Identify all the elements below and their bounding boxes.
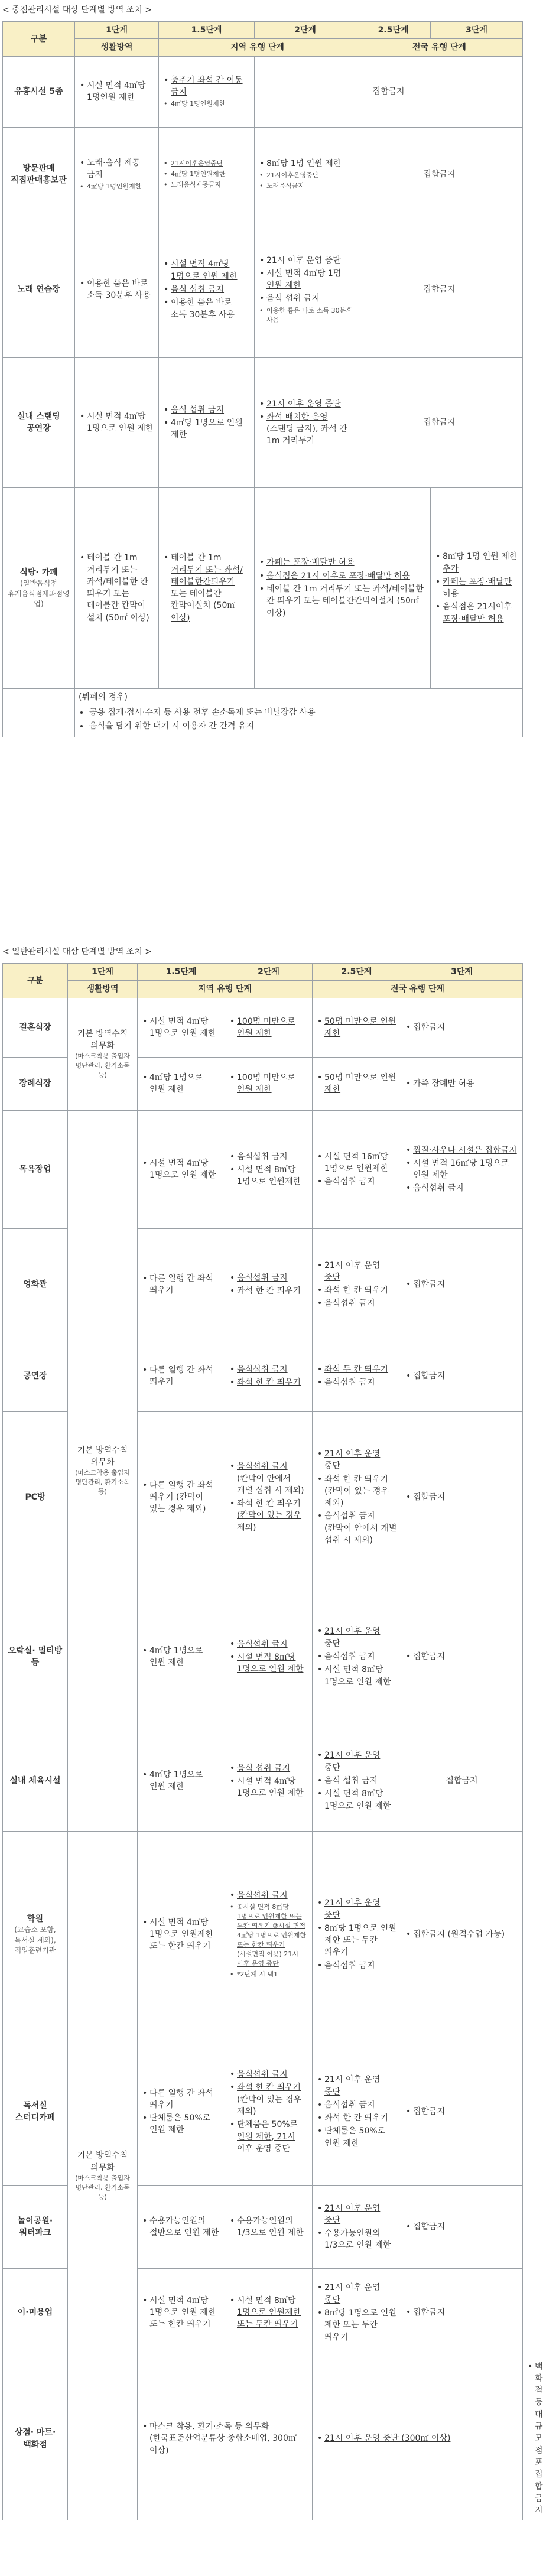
group-living: 생활방역 — [68, 981, 138, 998]
basic-rule-text: 기본 방역수칙 의무화 — [77, 1445, 128, 1468]
cell-text: • 음식섭취 금지 — [324, 2099, 397, 2111]
group-living: 생활방역 — [75, 39, 159, 56]
cell-text: • 집합금지 — [413, 1022, 519, 1033]
row-name: 놀이공원· 워터파크 — [3, 2185, 68, 2268]
cell-text: • 시설 면적 4㎡당 1명으로 인원 제한 — [149, 1016, 221, 1040]
section2-table: 구분 1단계 1.5단계 2단계 2.5단계 3단계 생활방역 지역 유행 단계 전국 유행 단계 결혼식장 기본 방역수칙 의무화 (마스크착용 출입자 명단관리, 환기소독 등) • 시설 면적 4㎡당 1명으로 인원 제한 • 100명 미만으로 인원 제한 • 50명 미만으로 인원 제한 • 집합금지 장례식장 • 4㎡당 1명으로 인원 제한 • 100명 미만으로 인원 제한 • 50명 미만으로 인원 제한 • 가족 장례만 허용 목욕장업 기본 방역수칙 의무화 (마스크착용 출입자 명단관리, 환기소독 등) • 시설 면적 4㎡당 1명으로 인원 제한 • 음식섭취 금지 • 시설 면적 8㎡당 1명으로 인원제한 • 시설 면적 16㎡당 1명으로 인원제한 • 음식섭취 금지 • 찜질·사우나 시설은 집합금지 • 시설 면적 16㎡당 1명으로 인원 제한 • 음식섭취 금지 영화관 • 다른 일행 간 좌석 띄우기 • 음식섭취 금지 • 좌석 한 칸 띄우기 • 21시 이후 운영 중단 • 좌석 한 칸 띄우기 • 음식섭취 금지 • 집합금지 공연장 • 다른 일행 간 좌석 띄우기 • 음식섭취 금지 • 좌석 한 칸 띄우기 • 좌석 두 칸 띄우기 • 음식섭취 금지 • 집합금지 PC방 • 다른 일행 간 좌석 띄우기 (칸막이 있는 경우 제외) • 음식섭취 금지 (칸막이 안에서 개별 섭취 시 제외) • 좌석 한 칸 띄우기 (칸막이 있는 경우 제외) • 21시 이후 운영 중단 • 좌석 한 칸 띄우기 (칸막이 있는 경우 제외) • 음식섭취 금지 (칸막이 안에서 개별 섭취 시 제외) • 집합금지 오락실· 멀티방 등 • 4㎡당 1명으로 인원 제한 • 음식섭취 금지 • 시설 면적 8㎡당 1명으로 인원 제한 • 21시 이후 운영 중단 • 음식섭취 금지 • 시설 면적 8㎡당 1명으로 인원 제한 • 집합금지 실내 체육시설 • 4㎡당 1명으로 인원 제한 • 음식 섭취 금지 • 시설 면적 4㎡당 1명으로 인원 제한 • 21시 이후 운영 중단 • 음식 섭취 금지 • 시설 면적 8㎡당 1명으로 인원 제한 집합금지 학원 (교습소 포함, 독서실 제외), 직업훈련기관 기본 방역수칙 의무화 (마스크착용 출입자 명단관리, 환기소독 등) • 시설 면적 4㎡당 1명으로 인원제한 또는 한칸 띄우기 • 음식섭취 금지 • ①시설 면적 8㎡당 1명으로 인원제한 또는 두칸 띄우기 ②시설 면적 4㎡당 1명으로 인원제한 또는 한칸 띄우기 (시설면적 이용) 21시 이후 운영 중단 • *2단계 시 택1 • 21시 이후 운영 중단 • 8㎡당 1명으로 인원 제한 또는 두칸 띄우기 • 음식섭취 금지 • 집합금지 (원격수업 가능) 독서실 스터디카페 • 다른 일행 간 좌석 띄우기 • 단체룸은 50%로 인원 제한 • 음식섭취 금지 • 좌석 한 칸 띄우기 (칸막이 있는 경우 제외) • 단체룸은 50%로 인원 제한, 21시 이후 운영 중단 • 21시 이후 운영 중단 • 음식섭취 금지 • 좌석 한 칸 띄우기 • 단체룸은 50%로 인원 제한 • 집합금지 놀이공원· 워터파크 • 수용가능인원의 절반으로 인원 제한 • 수용가능인원의 1/3으로 인원 제한 • 21시 이후 운영 중단 • 수용가능인원의 1/3으로 인원 제한 • 집합금지 이·미용업 • 시설 면적 4㎡당 1명으로 인원 제한 또는 한칸 띄우기 • 시설 면적 8㎡당 1명으로 인원제한 또는 두칸 띄우기 • 21시 이후 운영 중단 • 8㎡당 1명으로 인원 제한 또는 두칸 띄우기 • 집합금지 상점· 마트·백화점 • 마스크 착용, 환기·소독 등 의무화 (한국표준산업분류상 종합소매업, 300㎡ 이상) • 21시 이후 운영 중단 (300㎡ 이상) 백화점 등 대규모점포 집합금지 — [2, 963, 523, 2520]
cell-text: • 4㎡당 1명으로 인원 제한 — [149, 1072, 221, 1096]
basic-rule — [68, 1831, 138, 2520]
stage-1-5: 1.5단계 — [138, 964, 225, 981]
cell-text: 집합금지 — [255, 56, 523, 127]
row-name: 노래 연습장 — [3, 222, 75, 357]
cell-text: • 21시 이후 운영 중단 — [324, 1897, 397, 1921]
cell-text: • 시설 면적 8㎡당 1명으로 인원 제한 — [324, 1788, 397, 1812]
row-name: 유흥시설 5종 — [3, 56, 75, 127]
cell-text: • 집합금지 — [413, 1279, 519, 1290]
cell-text: • 단체룸은 50%로 인원 제한, 21시 이후 운영 중단 — [237, 2119, 308, 2155]
cell-text: • 시설 면적 8㎡당 1명으로 인원제한 또는 두칸 띄우기 — [237, 2295, 308, 2331]
cell-text: • 테이블 간 1m 거리두기 또는 좌석/테이블한칸띄우기 또는 테이블간 칸막이설치 (50㎡ 이상) — [171, 552, 251, 624]
cell-text: • 좌석 한 칸 띄우기 — [237, 1285, 308, 1297]
cell-text: • 집합금지 — [413, 2221, 519, 2233]
cell-text: • 음식 섭취 금지 — [171, 284, 251, 295]
cell-text: • 좌석 한 칸 띄우기 — [237, 1377, 308, 1388]
cell-text: • 21시 이후 운영 중단 — [266, 255, 352, 266]
cell-text: • 다른 일행 간 좌석 띄우기 (칸막이 있는 경우 제외) — [149, 1479, 221, 1515]
cell-text: • 좌석 한 칸 띄우기 (칸막이 있는 경우 제외) — [324, 1474, 397, 1510]
cell-text: • 이용한 룸은 바로 소독 30분후 사용 — [87, 278, 155, 302]
row-name — [3, 1831, 68, 2038]
basic-rule-text: 기본 방역수칙 의무화 — [77, 1029, 128, 1051]
cell-text: • 음식섭취 금지 — [237, 2068, 308, 2080]
cell-text: • 시설 면적 8㎡당 1명으로 인원 제한 — [324, 1664, 397, 1688]
group-national: 전국 유행 단계 — [313, 981, 523, 998]
row-name-sub: (교습소 포함, 독서실 제외), 직업훈련기관 — [14, 1926, 56, 1954]
cell-text: • 좌석 두 칸 띄우기 — [324, 1364, 397, 1375]
cell-text: • 수용가능인원의 1/3으로 인원 제한 — [324, 2227, 397, 2252]
section1-title: < 중점관리시설 대상 단계별 방역 조치 > — [2, 5, 152, 15]
cell-text: • 좌석 한 칸 띄우기 — [324, 1284, 397, 1296]
cell-text: • 음식점은 21시이후 포장·배달만 허용 — [443, 601, 519, 625]
cell-text: • 시설 면적 16㎡당 1명으로 인원제한 — [324, 1151, 397, 1175]
cell-text: • 시설 면적 4㎡당 1명으로 인원 제한 — [237, 1775, 308, 1800]
cell-text: • 좌석 한 칸 띄우기 — [324, 2112, 397, 2124]
cell-text: • 음식점은 21시 이후로 포장·배달만 허용 — [266, 570, 427, 582]
cell-text: • 집합금지 — [413, 2307, 519, 2318]
cell-text: • 가족 장례만 허용 — [413, 1078, 519, 1089]
cell-text: • 음식 섭취 금지 — [171, 404, 251, 416]
row-name: 독서실 스터디카페 — [3, 2038, 68, 2185]
cell-text: • 음식섭취 금지 — [324, 1176, 397, 1188]
cell-text: • 집합금지 — [413, 1651, 519, 1663]
cell-text: • 시설 면적 4㎡당 1명으로 인원 제한 — [87, 411, 155, 435]
cell-text: • 음식섭취 금지 — [324, 1377, 397, 1388]
group-regional: 지역 유행 단계 — [159, 39, 356, 56]
row-name: 목욕장업 — [3, 1110, 68, 1228]
cell-text: • 50명 미만으로 인원 제한 — [324, 1016, 397, 1040]
cell-text: • ①시설 면적 8㎡당 1명으로 인원제한 또는 두칸 띄우기 ②시설 면적 4㎡당 1명으로 인원제한 또는 한칸 띄우기 (시설면적 이용) 21시 이후 운영 중단 — [237, 1902, 308, 1969]
cell-text: • 21시 이후 운영 중단 — [324, 1260, 397, 1284]
cell-text: 집합금지 — [401, 1731, 523, 1831]
group-national: 전국 유행 단계 — [356, 39, 523, 56]
cell-text: 집합금지 — [356, 222, 523, 357]
cell-text: • 4㎡당 1명으로 인원 제한 — [149, 1645, 221, 1669]
stage-1: 1단계 — [75, 22, 159, 39]
cell-text: • 시설 면적 4㎡당 1명으로 인원 제한 — [171, 258, 251, 282]
cell-text: • 음식섭취 금지 (칸막이 안에서 개별 섭취 시 제외) — [237, 1461, 308, 1497]
cell-text: • 8㎡당 1명 인원 제한 — [266, 158, 352, 170]
cell-text: • 시설 면적 8㎡당 1명으로 인원 제한 — [237, 1651, 308, 1676]
note-item: • 음식을 담기 위한 대기 시 이용자 간 간격 유지 — [89, 720, 519, 732]
stage-3: 3단계 — [401, 964, 523, 981]
cell-text: • 음식 섭취 금지 — [266, 292, 352, 304]
cell-text: • 8㎡당 1명 인원 제한 추가 — [443, 551, 519, 575]
row-name: 장례식장 — [3, 1057, 68, 1110]
cell-text: • 시설 면적 4㎡당 1명으로 인원 제한 또는 한칸 띄우기 — [149, 2295, 221, 2331]
cell-text: • 다른 일행 간 좌석 띄우기 — [149, 1273, 221, 1297]
cell-text: • 테이블 간 1m 거리두기 또는 좌석/테이블한 칸 띄우기 또는 테이블간칸막이설치 (50㎡ 이상) — [266, 583, 427, 619]
cell-text: • 4㎡당 1명인원제한 — [171, 170, 251, 179]
cell-text: • 음식섭취 금지 — [237, 1272, 308, 1284]
cell-text: • 음식섭취 금지 — [324, 1651, 397, 1663]
stage-2: 2단계 — [255, 22, 356, 39]
cell-text: • 음식섭취 금지 — [237, 1151, 308, 1163]
row-name: PC방 — [3, 1411, 68, 1583]
cell-text: • 21시 이후 운영 중단 — [324, 1749, 397, 1774]
cell-text: • 음식섭취 금지 (칸막이 안에서 개별 섭취 시 제외) — [324, 1510, 397, 1546]
cell-text: • 다른 일행 간 좌석 띄우기 — [149, 1364, 221, 1388]
basic-rule-sub: (마스크착용 출입자 명단관리, 환기소독 등) — [75, 2174, 130, 2201]
cell-text: • 시설 면적 16㎡당 1명으로 인원 제한 — [413, 1157, 519, 1182]
cell-text: • 21시이후운영중단 — [171, 159, 251, 168]
cell-text: • 시설 면적 4㎡당 1명으로 인원제한 또는 한칸 띄우기 — [149, 1917, 221, 1953]
cell-text: • 8㎡당 1명으로 인원 제한 또는 두칸 띄우기 — [324, 2307, 397, 2343]
row-name-sub: (일반음식점 휴게음식점제과점영업) — [8, 579, 70, 608]
cell-text: • 좌석 한 칸 띄우기 (칸막이 있는 경우 제외) — [237, 1498, 308, 1534]
basic-rule-sub: (마스크착용 출입자 명단관리, 환기소독 등) — [75, 1052, 130, 1079]
section1-table — [2, 21, 523, 737]
cell-text: • 21시 이후 운영 중단 — [324, 2203, 397, 2227]
cell-text: • 집합금지 — [413, 1370, 519, 1382]
cell-text: • 좌석 한 칸 띄우기 (칸막이 있는 경우 제외) — [237, 2081, 308, 2118]
cell-text: • 4㎡당 1명으로 인원 제한 — [171, 417, 251, 441]
cell-text: • 음식섭취 금지 — [324, 1960, 397, 1972]
cell-text: 집합금지 — [356, 127, 523, 222]
cell-text: • 음식섭취 금지 — [324, 1297, 397, 1309]
cell-text: • 21시이후운영중단 — [266, 171, 352, 180]
cell-text: 집합금지 — [356, 357, 523, 487]
cell-text: • 21시 이후 운영 중단 — [266, 398, 352, 410]
cell-text: • 노래음식금지 — [266, 181, 352, 191]
cell-text: • 노래·음식 제공 금지 — [87, 157, 155, 181]
stage-2: 2단계 — [225, 964, 313, 981]
stage-1: 1단계 — [68, 964, 138, 981]
note-title: (뷔페의 경우) — [79, 692, 128, 702]
cell-text: • 21시 이후 운영 중단 (300㎡ 이상) — [324, 2432, 519, 2444]
cell-text: • 집합금지 (원격수업 가능) — [413, 1928, 519, 1940]
row-name: 결혼식장 — [3, 998, 68, 1057]
cell-text: • 시설 면적 4㎡당 1명 인원 제한 — [266, 268, 352, 292]
cell-text: • 음식섭취 금지 — [237, 1638, 308, 1650]
row-name: 상점· 마트·백화점 — [3, 2357, 68, 2520]
cell-text: • *2단계 시 택1 — [237, 1970, 308, 1979]
row-name: 실내 체육시설 — [3, 1731, 68, 1831]
row-name: 이·미용업 — [3, 2268, 68, 2357]
cell-text: • 8㎡당 1명으로 인원 제한 또는 두칸 띄우기 — [324, 1923, 397, 1959]
cell-text: • 찜질·사우나 시설은 집합금지 — [413, 1144, 519, 1156]
cell-text: • 수용가능인원의 절반으로 인원 제한 — [149, 2215, 221, 2239]
cell-text: • 카페는 포장·배달만 허용 — [266, 557, 427, 568]
row-name: 실내 스탠딩 공연장 — [3, 357, 75, 487]
cell-text: • 춤추기 좌석 간 이동 금지 — [171, 74, 251, 99]
cell-text: • 집합금지 — [413, 1491, 519, 1503]
cell-text: • 시설 면적 4㎡당 1명인원 제한 — [87, 80, 155, 104]
cell-text: • 노래음식제공금지 — [171, 180, 251, 190]
cell-text: • 이용한 룸은 바로 소독 30분후 사용 — [171, 297, 251, 321]
basic-rule-sub: (마스크착용 출입자 명단관리, 환기소독 등) — [75, 1469, 130, 1496]
cell-text: • 100명 미만으로 인원 제한 — [237, 1016, 308, 1040]
cell-text: • 시설 면적 8㎡당 1명으로 인원제한 — [237, 1164, 308, 1188]
cell-text: • 단체룸은 50%로 인원 제한 — [149, 2112, 221, 2136]
cell-text: • 음식섭취 금지 — [237, 1889, 308, 1901]
cell-text: • 집합금지 — [413, 2106, 519, 2118]
cell-text: • 카페는 포장·배달만 허용 — [443, 576, 519, 600]
row-name-main: 식당· 카페 — [19, 567, 58, 577]
group-regional: 지역 유행 단계 — [138, 981, 313, 998]
cell-text: • 음식 섭취 금지 — [237, 1762, 308, 1774]
basic-rule-text: 기본 방역수칙 의무화 — [77, 2151, 128, 2172]
row-name: 공연장 — [3, 1341, 68, 1411]
stage-2-5: 2.5단계 — [356, 22, 431, 39]
stage-2-5: 2.5단계 — [313, 964, 401, 981]
col-gubun: 구분 — [3, 22, 75, 57]
cell-text: • 21시 이후 운영 중단 — [324, 1448, 397, 1472]
cell-text: • 4㎡당 1명으로 인원 제한 — [149, 1769, 221, 1793]
cell-text: • 음식 섭취 금지 — [324, 1775, 397, 1787]
row-name: 방문판매 직접판매홍보관 — [3, 127, 75, 222]
cell-text: • 음식섭취 금지 — [413, 1182, 519, 1194]
row-name: 영화관 — [3, 1228, 68, 1341]
cell-text: • 4㎡당 1명인원제한 — [171, 99, 251, 109]
cell-text: • 21시 이후 운영 중단 — [324, 2282, 397, 2306]
cell-text: • 테이블 간 1m 거리두기 또는 좌석/테이블한 칸 띄우기 또는 테이블간 칸막이 설치 (50㎡ 이상) — [87, 552, 155, 624]
note-item: • 공용 집게·접시·수저 등 사용 전후 손소독제 또는 비닐장갑 사용 — [89, 707, 519, 718]
note-spacer — [3, 688, 75, 737]
cell-text: • 100명 미만으로 인원 제한 — [237, 1072, 308, 1096]
buffet-note — [75, 688, 523, 737]
row-name — [3, 487, 75, 688]
cell-text: • 다른 일행 간 좌석 띄우기 — [149, 2087, 221, 2112]
cell-text: • 단체룸은 50%로 인원 제한 — [324, 2125, 397, 2149]
cell-text: • 50명 미만으로 인원 제한 — [324, 1072, 397, 1096]
cell-text: • 마스크 착용, 환기·소독 등 의무화 (한국표준산업분류상 종합소매업, 300㎡ 이상) — [149, 2421, 308, 2457]
row-name: 오락실· 멀티방 등 — [3, 1583, 68, 1731]
row-name-main: 학원 — [27, 1914, 44, 1924]
basic-rule — [68, 1110, 138, 1831]
basic-rule — [68, 998, 138, 1110]
cell-text: • 음식섭취 금지 — [237, 1364, 308, 1375]
col-gubun: 구분 — [3, 964, 68, 998]
cell-text: • 이용한 룸은 바로 소독 30분후 사용 — [266, 306, 352, 325]
cell-text: • 수용가능인원의 1/3으로 인원 제한 — [237, 2215, 308, 2239]
section2-title: < 일반관리시설 대상 단계별 방역 조치 > — [2, 947, 152, 957]
stage-1-5: 1.5단계 — [159, 22, 255, 39]
stage-3: 3단계 — [431, 22, 523, 39]
cell-text: • 21시 이후 운영 중단 — [324, 2074, 397, 2098]
cell-text: • 좌석 배치한 운영 (스탠딩 금지), 좌석 간 1m 거리두기 — [266, 411, 352, 447]
cell-text: • 21시 이후 운영 중단 — [324, 1625, 397, 1650]
cell-text: • 4㎡당 1명인원제한 — [87, 182, 155, 191]
cell-text: • 시설 면적 4㎡당 1명으로 인원 제한 — [149, 1157, 221, 1182]
